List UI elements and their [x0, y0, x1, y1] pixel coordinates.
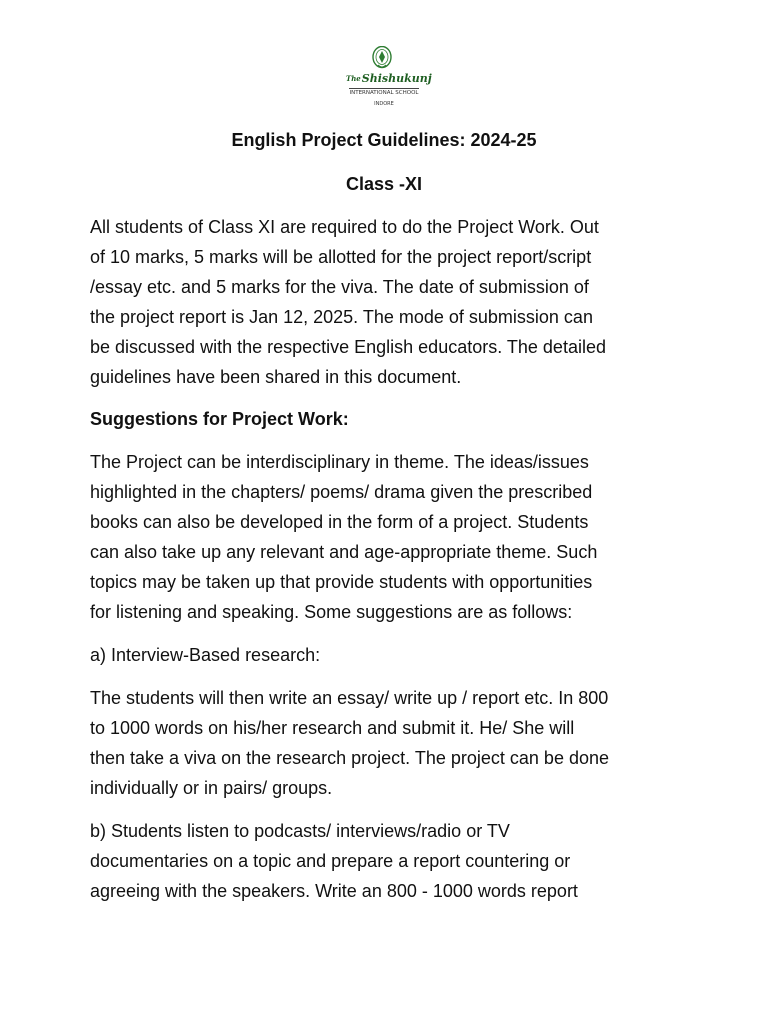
class-label: Class -XI: [345, 174, 423, 194]
item-a-line: to 1000 words on his/her research and submit it. He/ She will: [90, 718, 575, 738]
item-a-heading: a) Interview-Based research:: [90, 645, 321, 665]
intro-line: guidelines have been shared in this document.: [90, 367, 462, 387]
suggestions-heading: Suggestions for Project Work:: [90, 409, 349, 429]
school-name-main: Shishukunj: [361, 72, 432, 85]
item-b-line: documentaries on a topic and prepare a report countering or: [90, 851, 571, 871]
suggestions-paragraph: [90, 447, 690, 627]
intro-line: All students of Class XI are required to do the Project Work. Out: [90, 217, 599, 237]
suggestions-line: The Project can be interdisciplinary in theme. The ideas/issues: [90, 452, 589, 472]
intro-line: the project report is Jan 12, 2025. The mode of submission can: [90, 307, 593, 327]
item-a-line: individually or in pairs/ groups.: [90, 778, 333, 798]
intro-line: /essay etc. and 5 marks for the viva. The date of submission of: [90, 277, 589, 297]
item-a-paragraph: [90, 683, 690, 803]
suggestions-line: can also take up any relevant and age-appropriate theme. Such: [90, 542, 598, 562]
intro-paragraph: [90, 212, 690, 392]
suggestions-line: topics may be taken up that provide students with opportunities: [90, 572, 593, 592]
item-b-paragraph: [90, 816, 690, 906]
item-a-line: The students will then write an essay/ write up / report etc. In 800: [90, 688, 609, 708]
school-city: INDORE: [374, 101, 394, 107]
suggestions-line: highlighted in the chapters/ poems/ drama given the prescribed: [90, 482, 593, 502]
intro-line: of 10 marks, 5 marks will be allotted for the project report/script: [90, 247, 592, 267]
school-name-prefix: The: [346, 74, 361, 83]
school-subtitle: INTERNATIONAL SCHOOL: [349, 90, 419, 96]
item-b-line: agreeing with the speakers. Write an 800 - 1000 words report: [90, 881, 578, 901]
document-title: English Project Guidelines: 2024-25: [231, 130, 537, 150]
suggestions-line: for listening and speaking. Some suggestions are as follows:: [90, 602, 573, 622]
school-emblem-icon: [372, 46, 392, 70]
item-a-line: then take a viva on the research project. The project can be done: [90, 748, 609, 768]
intro-line: be discussed with the respective English educators. The detailed: [90, 337, 606, 357]
school-name: [346, 72, 432, 85]
school-logo: [346, 46, 432, 108]
item-b-line: b) Students listen to podcasts/ interviews/radio or TV: [90, 821, 510, 841]
suggestions-line: books can also be developed in the form of a project. Students: [90, 512, 589, 532]
